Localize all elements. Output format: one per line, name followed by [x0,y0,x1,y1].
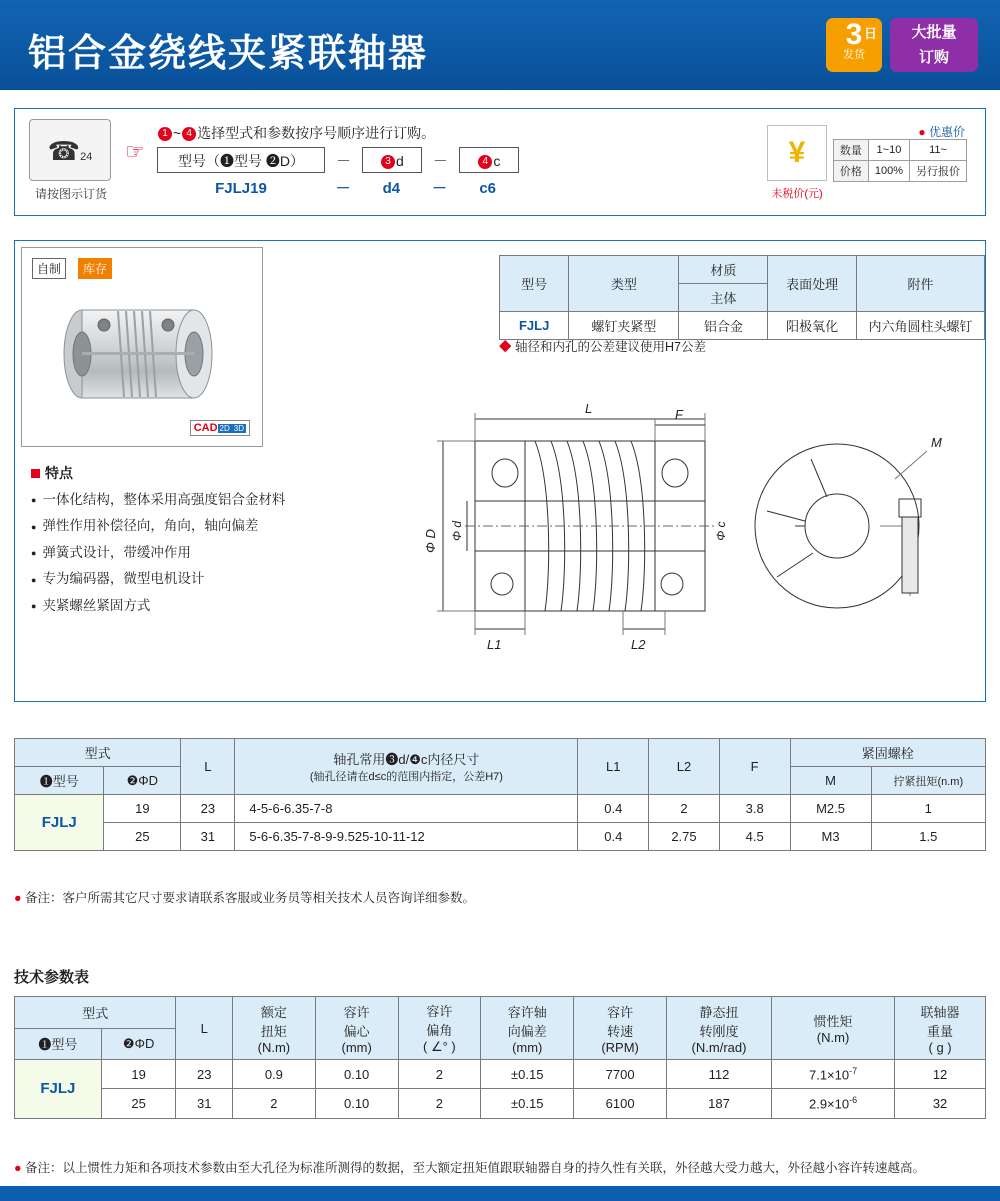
features-list [31,487,285,619]
order-note-text: 选择型式和参数按序号顺序进行订购。 [197,125,436,141]
tech-header-axial: 容许轴 向偏差 (mm) [481,997,574,1060]
tech-header-style: 型式 [15,997,176,1029]
cad-2d-label: 2D [219,424,230,433]
tech-rated-torque-1: 0.9 [233,1060,316,1089]
tech-inertia-2: $2.9\times 10^{-6}$ [771,1089,894,1118]
tech-ecc-2: 0.10 [315,1089,398,1118]
dim-model-value: FJLJ [15,795,104,851]
tech-L-1: 23 [176,1060,233,1089]
technical-drawing [375,381,975,691]
spec-header-surface: 表面处理 [768,256,857,312]
spec-header-type: 类型 [569,256,679,312]
tech-table-section [14,996,986,1119]
tech-stiff-2: 187 [667,1089,772,1118]
dim-header-F: F [719,739,790,795]
tech-header-weight: 联轴器 重量 ( g ) [895,997,986,1060]
features-title: 特点 [31,463,73,483]
badge-days-number: 3 [845,18,863,51]
tech-inertia-1: $7.1\times 10^{-7}$ [771,1060,894,1089]
dim-header-L1: L1 [578,739,649,795]
badge-bulk-line2: 订购 [918,49,949,66]
order-note-start: 1 [158,127,172,141]
spec-header-material-sub: 主体 [679,284,768,312]
phone-caption: 请按图示订货 [34,187,107,201]
phone-24h-icon: ☎24 [29,119,111,181]
dim-bore-1: 4-5-6-6.35-7-8 [235,795,578,823]
order-example-values [157,177,518,198]
badge-bulk-line1: 大批量 [911,24,957,41]
svg-text:Φ D: Φ D [423,529,438,553]
list-item: ● 弹性作用补偿径向，角向，轴向偏差 [31,513,285,539]
order-dash-2: － [432,152,448,170]
table-row [15,1060,986,1089]
page-title: 铝合金绕线夹紧联轴器 [28,33,429,75]
yen-icon: ¥ [767,125,827,181]
tech-L-2: 31 [176,1089,233,1118]
dim-header-bore-main: 轴孔常用❸d/❹c内径尺寸 [333,752,480,767]
tech-header-eccentricity: 容许 偏心 (mm) [315,997,398,1060]
tech-weight-2: 32 [895,1089,986,1118]
tech-weight-1: 12 [895,1060,986,1089]
dim-header-L: L [181,739,235,795]
dim-L-1: 23 [181,795,235,823]
dim-F-1: 3.8 [719,795,790,823]
price-val-1: 100% [868,161,909,182]
tech-model-value: FJLJ [15,1060,102,1119]
badge-3-day-shipping [826,18,882,72]
order-dash-1: － [335,152,351,170]
order-value-dash-2: － [432,180,448,197]
cad-download-badge[interactable] [190,420,250,436]
tech-axial-2: ±0.15 [481,1089,574,1118]
tech-header-inertia: 惯性矩 (N.m) [771,997,894,1060]
tech-header-stiffness: 静态扭 转刚度 (N.m/rad) [667,997,772,1060]
svg-text:M: M [931,435,942,450]
dimension-table [14,738,986,851]
product-image-box [21,247,263,447]
product-panel [14,240,986,702]
tech-phiD-1: 19 [101,1060,176,1089]
spec-tolerance-note: ◆ 轴径和内孔的公差建议使用H7公差 [499,340,706,354]
tech-header-L: L [176,997,233,1060]
coupling-product-image [48,294,228,414]
spec-header-material: 材质 [679,256,768,284]
order-note: 1 ~ 4 选择型式和参数按序号顺序进行订购。 [157,123,435,143]
price-heading: ● 优惠价 [918,125,965,139]
order-box-d: 3 d [362,147,422,173]
dim-L2-1: 2 [649,795,720,823]
dim-header-model: ❶型号 [15,767,104,795]
list-item: ● 夹紧螺丝紧固方式 [31,593,285,619]
dim-phiD-2: 25 [104,823,181,851]
spec-value-accessory: 内六角圆柱头螺钉 [857,312,985,340]
spec-value-type: 螺钉夹紧型 [569,312,679,340]
order-code-boxes [157,147,519,173]
tech-ang-2: 2 [398,1089,481,1118]
dim-torque-2: 1.5 [871,823,985,851]
tech-header-model: ❶型号 [15,1028,102,1060]
dim-header-phiD: ❷ΦD [104,767,181,795]
spec-value-surface: 阳极氧化 [768,312,857,340]
spec-header-accessory: 附件 [857,256,985,312]
badge-bulk-order [890,18,978,72]
dim-header-style: 型式 [15,739,181,767]
price-row-label-qty: 数量 [833,140,868,161]
tech-axial-1: ±0.15 [481,1060,574,1089]
footer-bar [0,1186,1000,1201]
order-value-d: d4 [382,180,401,197]
order-box-c: 4 c [459,147,519,173]
tech-speed-1: 7700 [574,1060,667,1089]
badge-days-unit: 日 [863,26,877,41]
dim-L-2: 31 [181,823,235,851]
spec-value-model: FJLJ [500,312,569,340]
cad-3d-label: 3D [233,424,244,433]
tag-in-stock: 库存 [78,258,112,279]
hand-pointer-icon: ☞ [125,139,145,164]
dim-header-bolt: 紧固螺栓 [790,739,986,767]
dim-header-L2: L2 [649,739,720,795]
list-item: ● 专为编码器，微型电机设计 [31,566,285,592]
tech-rated-torque-2: 2 [233,1089,316,1118]
price-val-2: 另行报价 [910,161,967,182]
dim-L2-2: 2.75 [649,823,720,851]
dim-bore-2: 5-6-6.35-7-8-9-9.525-10-11-12 [235,823,578,851]
order-value-c: c6 [479,180,497,197]
dim-header-M: M [790,767,871,795]
table-row [15,1089,986,1118]
dim-L1-1: 0.4 [578,795,649,823]
tag-self-made: 自制 [32,258,66,279]
badge-days-sub: 发货 [843,49,865,61]
tech-header-speed: 容许 转速 (RPM) [574,997,667,1060]
yen-caption: 未税价(元) [771,188,823,200]
tech-params-title: 技术参数表 [14,969,90,986]
tech-header-rated-torque: 额定 扭矩 (N.m) [233,997,316,1060]
svg-text:Φ c: Φ c [714,521,728,541]
page-header [0,0,1000,90]
tech-stiff-1: 112 [667,1060,772,1089]
dim-phiD-1: 19 [104,795,181,823]
spec-header-model: 型号 [500,256,569,312]
specification-table [499,255,985,340]
price-qty-2: 11~ [910,140,967,161]
dim-header-bore-sub: (轴孔径请在d≤c的范围内指定，公差H7) [309,771,503,783]
svg-text:L2: L2 [631,637,646,652]
svg-text:L1: L1 [487,637,502,652]
cad-label: CAD [193,422,218,434]
dimension-table-note: ● 备注：客户所需其它尺寸要求请联系客服或业务员等相关技术人员咨询详细参数。 [14,891,476,905]
dim-M-2: M3 [790,823,871,851]
tech-header-phiD: ❷ΦD [101,1028,176,1060]
order-value-model: FJLJ19 [215,180,267,197]
price-table [833,139,967,182]
order-instruction-bar [14,108,986,216]
list-item: ● 弹簧式设计，带缓冲作用 [31,540,285,566]
price-row-label-price: 价格 [833,161,868,182]
price-qty-1: 1~10 [868,140,909,161]
order-value-dash-1: － [335,180,351,197]
tech-ang-1: 2 [398,1060,481,1089]
dim-M-1: M2.5 [790,795,871,823]
tech-header-angular: 容许 偏角 ( ∠° ) [398,997,481,1060]
svg-text:L: L [585,401,593,416]
tech-phiD-2: 25 [101,1089,176,1118]
tech-speed-2: 6100 [574,1089,667,1118]
table-row [15,795,986,823]
svg-text:F: F [675,407,683,422]
dim-torque-1: 1 [871,795,985,823]
svg-text:Φ d: Φ d [450,520,464,542]
tech-table-note: ● 备注：以上惯性力矩和各项技术参数由至大孔径为标准所测得的数据，至大额定扭矩值跟联轴器自身的持久性有关联，外径越大受力越大，外径越小容许转速越高。 [14,1161,926,1175]
tech-params-table [14,996,986,1119]
dim-F-2: 4.5 [719,823,790,851]
list-item: ● 一体化结构，整体采用高强度铝合金材料 [31,487,285,513]
table-row [15,823,986,851]
dimension-table-section [14,738,986,851]
order-note-end: 4 [182,127,196,141]
dim-header-torque: 拧紧扭矩(n.m) [871,767,985,795]
dim-header-bore [235,739,578,795]
spec-value-material: 铝合金 [679,312,768,340]
dim-L1-2: 0.4 [578,823,649,851]
tech-ecc-1: 0.10 [315,1060,398,1089]
order-box-model: 型号（❶型号 ❷D） [157,147,325,173]
